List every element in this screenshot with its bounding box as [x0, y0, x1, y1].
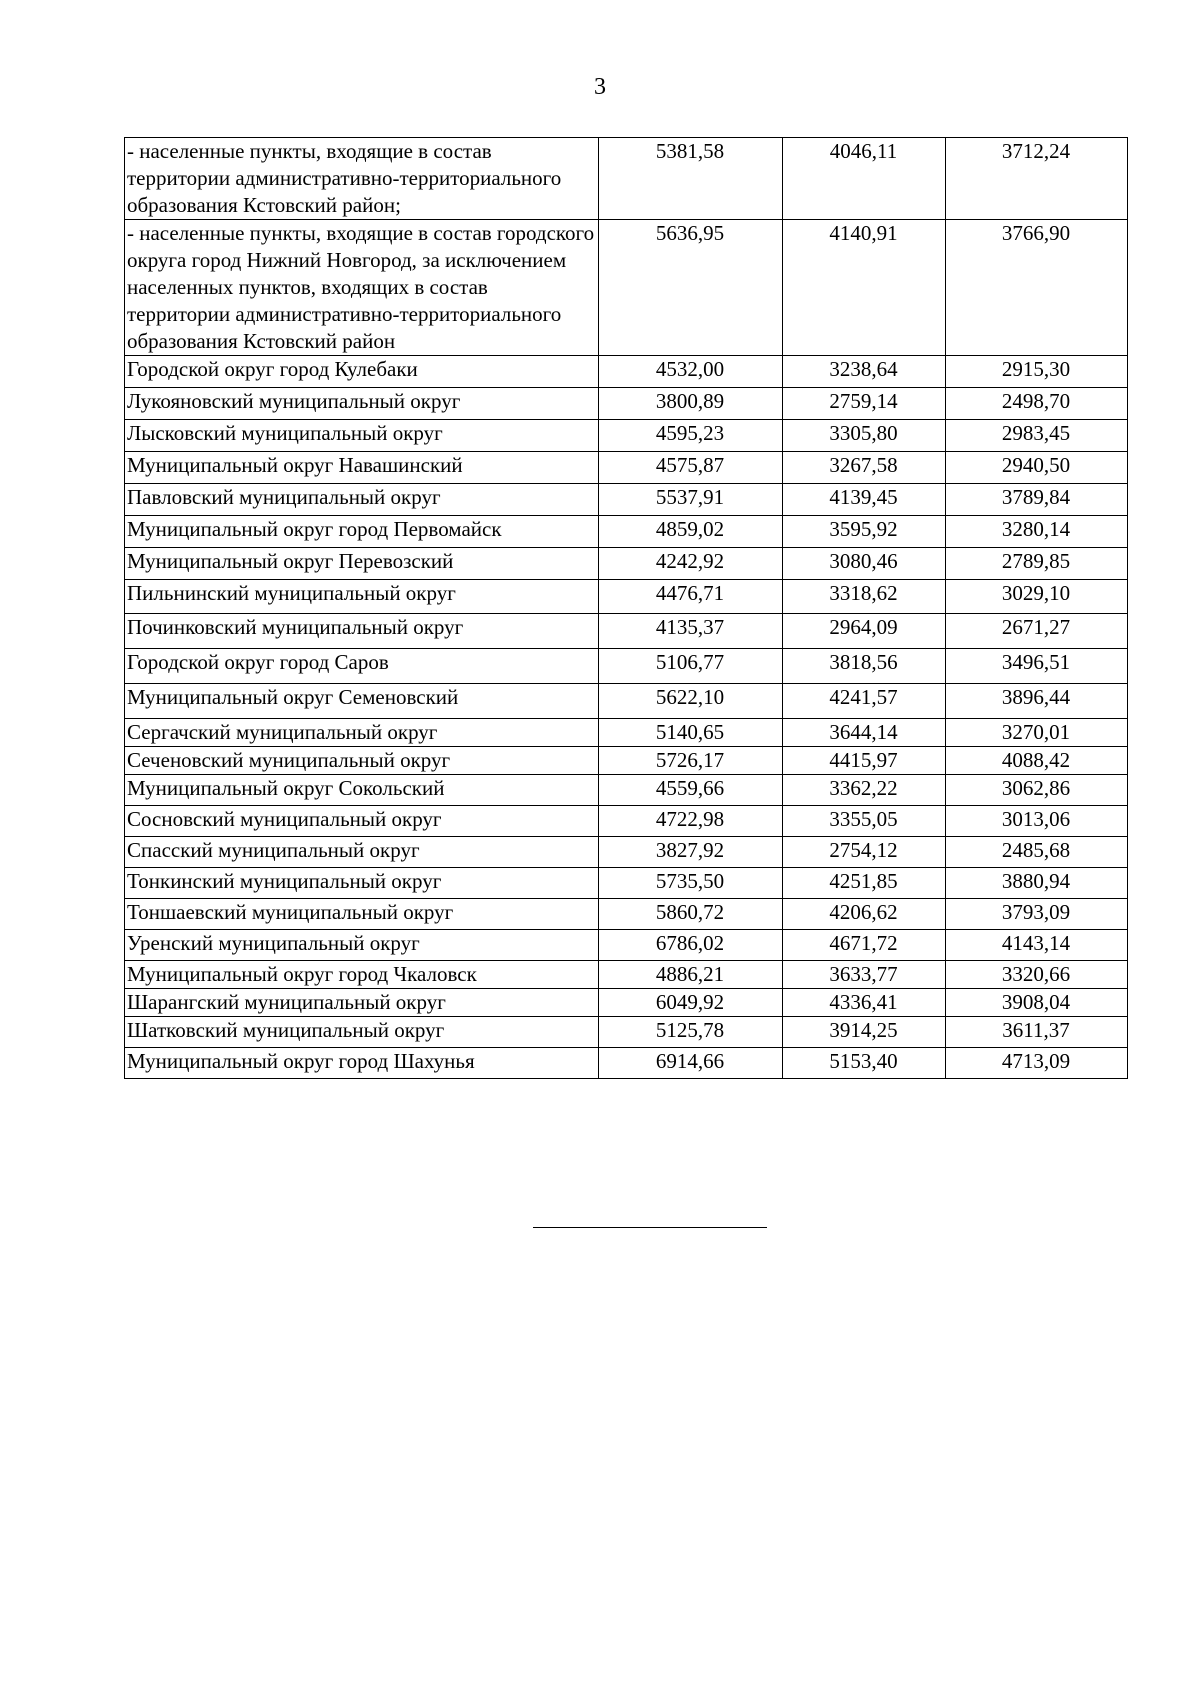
- value-cell-3: 3320,66: [946, 961, 1128, 989]
- value-cell-1: 5140,65: [599, 719, 783, 747]
- value-cell-2: 5153,40: [783, 1048, 946, 1079]
- value-cell-1: 4722,98: [599, 806, 783, 837]
- value-cell-3: 2983,45: [946, 420, 1128, 452]
- value-cell-3: 2485,68: [946, 837, 1128, 868]
- table-row: [125, 516, 1128, 548]
- table-row: [125, 580, 1128, 614]
- value-cell-3: 3013,06: [946, 806, 1128, 837]
- value-cell-1: 5735,50: [599, 868, 783, 899]
- value-cell-1: 4575,87: [599, 452, 783, 484]
- value-cell-2: 3318,62: [783, 580, 946, 614]
- table-row: [125, 1048, 1128, 1079]
- value-cell-3: 3793,09: [946, 899, 1128, 930]
- table-row: [125, 452, 1128, 484]
- value-cell-3: 2498,70: [946, 388, 1128, 420]
- value-cell-2: 4140,91: [783, 220, 946, 356]
- value-cell-2: 4139,45: [783, 484, 946, 516]
- table-row: [125, 356, 1128, 388]
- value-cell-2: 4251,85: [783, 868, 946, 899]
- table-row: [125, 484, 1128, 516]
- table-row: [125, 899, 1128, 930]
- value-cell-2: 3267,58: [783, 452, 946, 484]
- value-cell-3: 3280,14: [946, 516, 1128, 548]
- tariff-table: [124, 137, 1128, 1079]
- table-row: [125, 614, 1128, 649]
- value-cell-2: 4046,11: [783, 138, 946, 220]
- row-name-cell: Шатковский муниципальный округ: [125, 1017, 599, 1048]
- value-cell-1: 6786,02: [599, 930, 783, 961]
- value-cell-2: 3080,46: [783, 548, 946, 580]
- value-cell-1: 4135,37: [599, 614, 783, 649]
- row-name-cell: Муниципальный округ Семеновский: [125, 684, 599, 719]
- value-cell-2: 4671,72: [783, 930, 946, 961]
- row-name-cell: Лысковский муниципальный округ: [125, 420, 599, 452]
- value-cell-3: 3496,51: [946, 649, 1128, 684]
- value-cell-2: 3355,05: [783, 806, 946, 837]
- table-row: [125, 548, 1128, 580]
- table-row: [125, 961, 1128, 989]
- value-cell-2: 3238,64: [783, 356, 946, 388]
- value-cell-3: 3908,04: [946, 989, 1128, 1017]
- value-cell-1: 4532,00: [599, 356, 783, 388]
- table-row: [125, 806, 1128, 837]
- value-cell-2: 3644,14: [783, 719, 946, 747]
- row-name-cell: Уренский муниципальный округ: [125, 930, 599, 961]
- value-cell-3: 4713,09: [946, 1048, 1128, 1079]
- value-cell-3: 3062,86: [946, 775, 1128, 806]
- row-name-cell: Муниципальный округ город Шахунья: [125, 1048, 599, 1079]
- table-row: [125, 388, 1128, 420]
- value-cell-2: 3362,22: [783, 775, 946, 806]
- row-name-cell: Спасский муниципальный округ: [125, 837, 599, 868]
- end-divider-line: [533, 1227, 767, 1228]
- table-row: [125, 930, 1128, 961]
- value-cell-3: 3029,10: [946, 580, 1128, 614]
- value-cell-2: 4206,62: [783, 899, 946, 930]
- table-row: [125, 420, 1128, 452]
- value-cell-3: 3896,44: [946, 684, 1128, 719]
- value-cell-1: 4595,23: [599, 420, 783, 452]
- row-name-cell: Муниципальный округ Перевозский: [125, 548, 599, 580]
- table-body: [125, 138, 1128, 1079]
- table-row: [125, 649, 1128, 684]
- value-cell-1: 5537,91: [599, 484, 783, 516]
- row-name-cell: Починковский муниципальный округ: [125, 614, 599, 649]
- row-name-cell: Павловский муниципальный округ: [125, 484, 599, 516]
- row-name-cell: Муниципальный округ Сокольский: [125, 775, 599, 806]
- row-name-cell: Городской округ город Саров: [125, 649, 599, 684]
- table-row: [125, 837, 1128, 868]
- table-row: [125, 138, 1128, 220]
- value-cell-2: 3305,80: [783, 420, 946, 452]
- value-cell-2: 2759,14: [783, 388, 946, 420]
- table-row: [125, 775, 1128, 806]
- value-cell-1: 4559,66: [599, 775, 783, 806]
- row-name-cell: Муниципальный округ город Чкаловск: [125, 961, 599, 989]
- value-cell-3: 2915,30: [946, 356, 1128, 388]
- row-name-cell: Городской округ город Кулебаки: [125, 356, 599, 388]
- value-cell-3: 2940,50: [946, 452, 1128, 484]
- value-cell-1: 6049,92: [599, 989, 783, 1017]
- row-name-cell: - населенные пункты, входящие в состав территории административно-территориального образования Кстовский район;: [125, 138, 599, 220]
- value-cell-2: 4415,97: [783, 747, 946, 775]
- table-row: [125, 989, 1128, 1017]
- value-cell-3: 4088,42: [946, 747, 1128, 775]
- value-cell-1: 5860,72: [599, 899, 783, 930]
- value-cell-3: 3270,01: [946, 719, 1128, 747]
- row-name-cell: Сосновский муниципальный округ: [125, 806, 599, 837]
- value-cell-3: 3880,94: [946, 868, 1128, 899]
- value-cell-1: 4242,92: [599, 548, 783, 580]
- row-name-cell: Лукояновский муниципальный округ: [125, 388, 599, 420]
- value-cell-1: 4476,71: [599, 580, 783, 614]
- table-row: [125, 1017, 1128, 1048]
- table-row: [125, 220, 1128, 356]
- table-row: [125, 719, 1128, 747]
- value-cell-1: 3800,89: [599, 388, 783, 420]
- row-name-cell: Сергачский муниципальный округ: [125, 719, 599, 747]
- value-cell-1: 5106,77: [599, 649, 783, 684]
- value-cell-1: 5726,17: [599, 747, 783, 775]
- row-name-cell: Сеченовский муниципальный округ: [125, 747, 599, 775]
- row-name-cell: Муниципальный округ Навашинский: [125, 452, 599, 484]
- value-cell-2: 2754,12: [783, 837, 946, 868]
- value-cell-1: 5381,58: [599, 138, 783, 220]
- row-name-cell: Шарангский муниципальный округ: [125, 989, 599, 1017]
- value-cell-1: 6914,66: [599, 1048, 783, 1079]
- value-cell-2: 4336,41: [783, 989, 946, 1017]
- value-cell-1: 5636,95: [599, 220, 783, 356]
- row-name-cell: Тоншаевский муниципальный округ: [125, 899, 599, 930]
- value-cell-3: 2789,85: [946, 548, 1128, 580]
- table-row: [125, 868, 1128, 899]
- value-cell-3: 2671,27: [946, 614, 1128, 649]
- value-cell-1: 3827,92: [599, 837, 783, 868]
- row-name-cell: Пильнинский муниципальный округ: [125, 580, 599, 614]
- value-cell-2: 3633,77: [783, 961, 946, 989]
- page-number: 3: [594, 74, 606, 100]
- row-name-cell: - населенные пункты, входящие в состав городского округа город Нижний Новгород, за исключением населенных пунктов, входящих в состав территории административно-территориального образования Кстовский район: [125, 220, 599, 356]
- value-cell-2: 2964,09: [783, 614, 946, 649]
- value-cell-3: 3766,90: [946, 220, 1128, 356]
- table-row: [125, 747, 1128, 775]
- value-cell-1: 4886,21: [599, 961, 783, 989]
- value-cell-1: 4859,02: [599, 516, 783, 548]
- value-cell-3: 3611,37: [946, 1017, 1128, 1048]
- value-cell-2: 4241,57: [783, 684, 946, 719]
- table-row: [125, 684, 1128, 719]
- value-cell-3: 3712,24: [946, 138, 1128, 220]
- value-cell-1: 5125,78: [599, 1017, 783, 1048]
- value-cell-3: 4143,14: [946, 930, 1128, 961]
- value-cell-2: 3914,25: [783, 1017, 946, 1048]
- value-cell-2: 3818,56: [783, 649, 946, 684]
- value-cell-3: 3789,84: [946, 484, 1128, 516]
- value-cell-1: 5622,10: [599, 684, 783, 719]
- value-cell-2: 3595,92: [783, 516, 946, 548]
- row-name-cell: Муниципальный округ город Первомайск: [125, 516, 599, 548]
- row-name-cell: Тонкинский муниципальный округ: [125, 868, 599, 899]
